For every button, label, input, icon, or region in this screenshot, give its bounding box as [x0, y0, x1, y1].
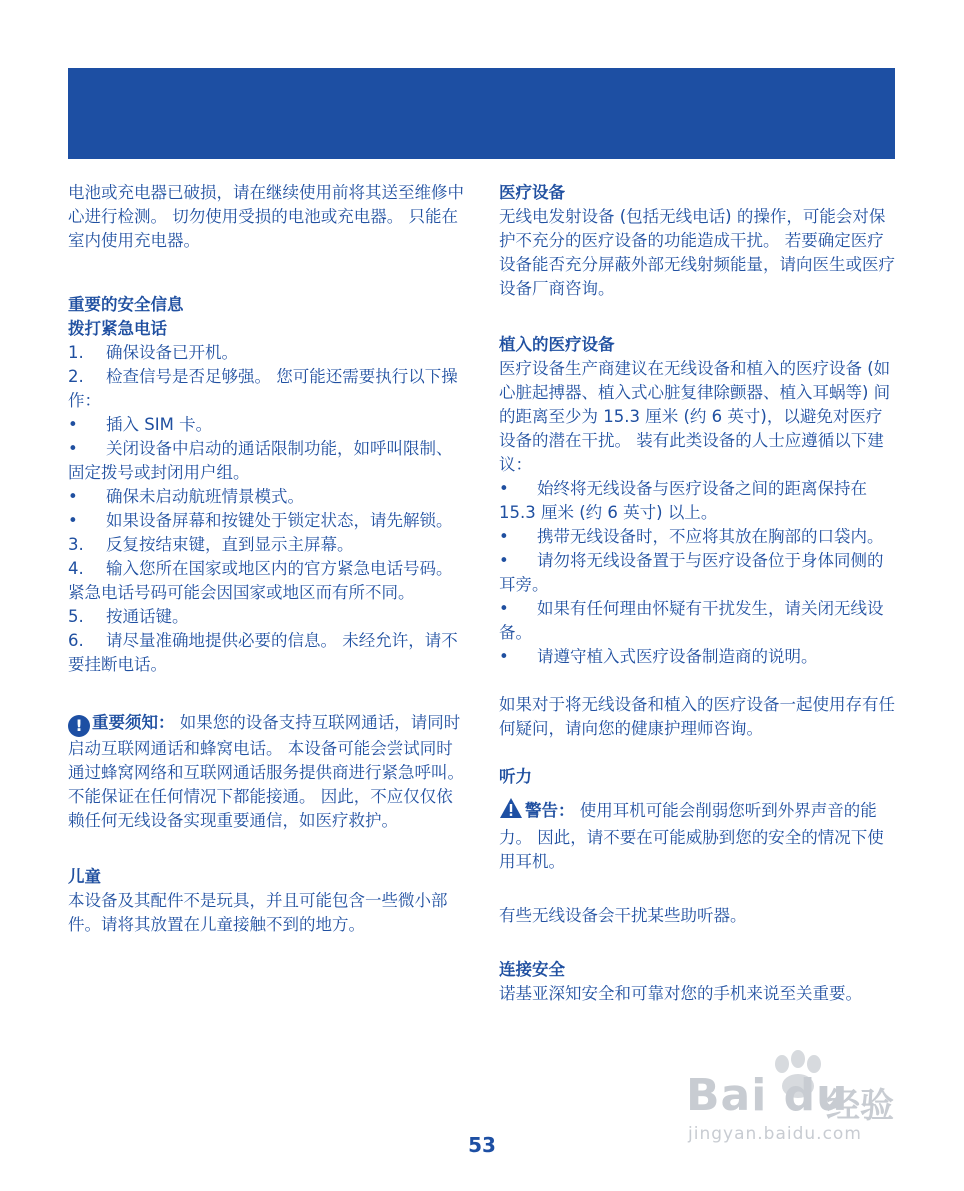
list-item: • 如果设备屏幕和按键处于锁定状态，请先解锁。	[68, 511, 453, 530]
medical-heading: 医疗设备	[499, 183, 565, 202]
implant-heading: 植入的医疗设备	[499, 335, 615, 354]
note-text: 如果您的设备支持互联网通话，请同时启动互联网通话和蜂窝电话。 本设备可能会尝试同时通过蜂窝网络和互联网通话服务提供商进行紧急呼叫。 不能保证在任何情况下都能接通。 因此，不应仅仅依赖任何无线设备实现重要通信，如医疗救护。	[68, 713, 464, 830]
header-banner	[68, 68, 895, 159]
children-text: 本设备及其配件不是玩具，并且可能包含一些微小部件。请将其放置在儿童接触不到的地方。	[68, 891, 448, 934]
warning-icon	[499, 797, 523, 826]
implant-text: 医疗设备生产商建议在无线设备和植入的医疗设备 (如心脏起搏器、植入式心脏复律除颤器、植入耳蜗等) 间的距离至少为 15.3 厘米 (约 6 英寸)，以避免对医疗设备的潜在干扰。 装有此类设备的人士应遵循以下建议：	[499, 359, 891, 474]
hearing-warning	[499, 797, 897, 874]
list-item: 1. 确保设备已开机。	[68, 343, 238, 362]
medical-text: 无线电发射设备 (包括无线电话) 的操作，可能会对保护不充分的医疗设备的功能造成干扰。 若要确定医疗设备能否充分屏蔽外部无线射频能量，请向医生或医疗设备厂商咨询。	[499, 207, 895, 298]
page-number: 53	[468, 1133, 496, 1157]
connect-heading: 连接安全	[499, 960, 565, 979]
list-item: 3. 反复按结束键，直到显示主屏幕。	[68, 535, 354, 554]
list-item: 6. 请尽量准确地提供必要的信息。 未经允许，请不要挂断电话。	[68, 631, 458, 674]
watermark-url: jingyan.baidu.com	[688, 1124, 862, 1144]
safety-heading: 重要的安全信息	[68, 295, 184, 314]
list-item: • 始终将无线设备与医疗设备之间的距离保持在 15.3 厘米 (约 6 英寸) 以上。	[499, 479, 867, 522]
watermark-cn: 经验	[826, 1086, 894, 1126]
list-item: • 关闭设备中启动的通话限制功能，如呼叫限制、固定拨号或封闭用户组。	[68, 439, 453, 482]
list-item: 4. 输入您所在国家或地区内的官方紧急电话号码。 紧急电话号码可能会因国家或地区而有所不同。	[68, 559, 453, 602]
list-item: • 如果有任何理由怀疑有干扰发生，请关闭无线设备。	[499, 599, 884, 642]
implant-closing: 如果对于将无线设备和植入的医疗设备一起使用存有任何疑问，请向您的健康护理师咨询。	[499, 695, 895, 738]
emergency-list	[68, 341, 466, 677]
right-column	[499, 181, 897, 1006]
list-item: • 确保未启动航班情景模式。	[68, 487, 304, 506]
list-item: 2. 检查信号是否足够强。 您可能还需要执行以下操作：	[68, 367, 458, 410]
list-item: • 请遵守植入式医疗设备制造商的说明。	[499, 647, 818, 666]
hearing-heading: 听力	[499, 767, 532, 786]
list-item: • 携带无线设备时，不应将其放在胸部的口袋内。	[499, 527, 884, 546]
watermark-logo: Bai du	[686, 1070, 849, 1121]
hearing-aid-text: 有些无线设备会干扰某些助听器。	[499, 906, 747, 925]
important-note	[68, 711, 466, 833]
connect-text: 诺基亚深知安全和可靠对您的手机来说至关重要。	[499, 984, 862, 1003]
list-item: • 请勿将无线设备置于与医疗设备位于身体同侧的耳旁。	[499, 551, 884, 594]
emergency-heading: 拨打紧急电话	[68, 319, 167, 338]
implant-list	[499, 477, 897, 669]
battery-intro: 电池或充电器已破损，请在继续使用前将其送至维修中心进行检测。 切勿使用受损的电池或充电器。 只能在室内使用充电器。	[68, 183, 464, 250]
baidu-watermark	[686, 1050, 906, 1150]
list-item: • 插入 SIM 卡。	[68, 415, 213, 434]
note-label: 重要须知：	[92, 713, 175, 732]
warning-text: 使用耳机可能会削弱您听到外界声音的能力。 因此，请不要在可能威胁到您的安全的情况下使用耳机。	[499, 801, 884, 871]
left-column	[68, 181, 466, 937]
exclamation-icon: !	[68, 715, 90, 737]
list-item: 5. 按通话键。	[68, 607, 189, 626]
children-heading: 儿童	[68, 867, 101, 886]
warning-label: 警告：	[525, 801, 575, 820]
